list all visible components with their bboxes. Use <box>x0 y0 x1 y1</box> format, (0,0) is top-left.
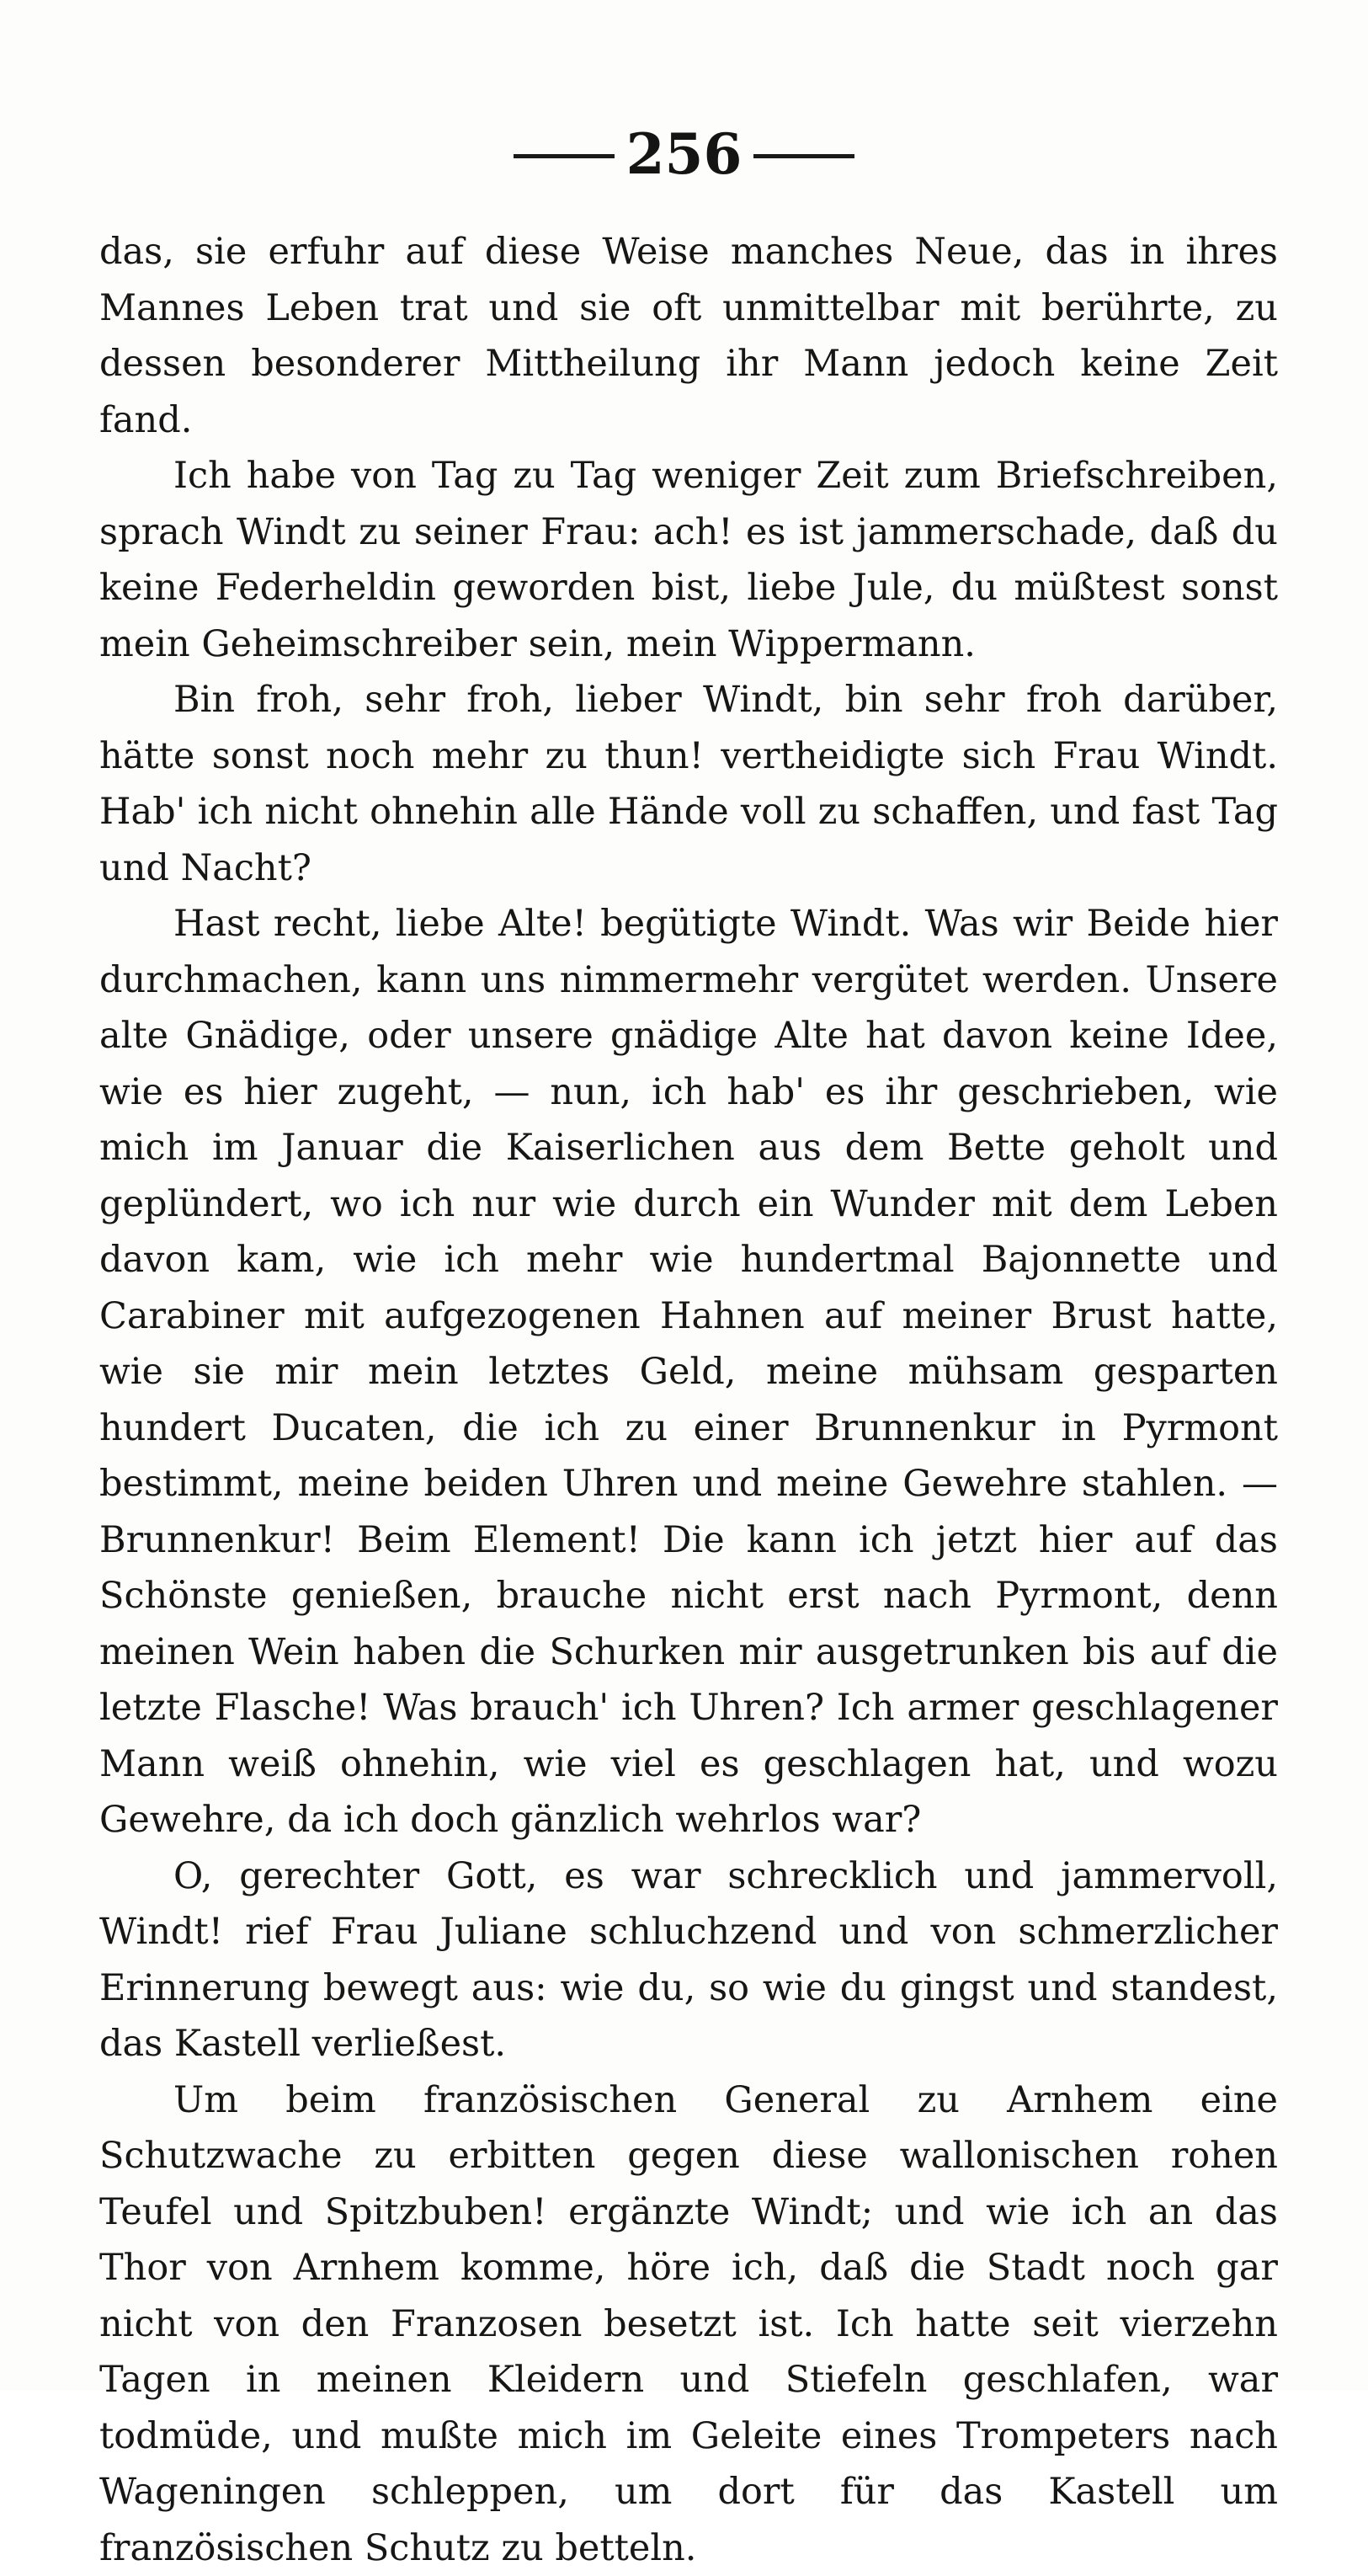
paragraph: Um beim französischen General zu Arnhem eine Schutzwache zu erbitten gegen diese wallonischen rohen Teufel und Spitzbuben! ergänzte Windt; und wie ich an das Thor von Arnhem komme, höre ich, daß die Stadt noch gar nicht von den Franzosen besetzt ist. Ich hatte seit vierzehn Tagen in meinen Kleidern und Stiefeln geschlafen, war todmüde, und mußte mich im Geleite eines Trompeters nach Wageningen schleppen, um dort für das Kastell um französischen Schutz zu betteln. <box>99 2072 1278 2576</box>
paragraph: Bin froh, sehr froh, lieber Windt, bin sehr froh darüber, hätte sonst noch mehr zu thun! vertheidigte sich Frau Windt. Hab' ich nicht ohnehin alle Hände voll zu schaffen, und fast Tag und Nacht? <box>99 672 1278 896</box>
header-rule-left <box>514 154 615 158</box>
body-text <box>99 224 1278 2576</box>
paragraph: Ich habe von Tag zu Tag weniger Zeit zum Briefschreiben, sprach Windt zu seiner Frau: ach! es ist jammerschade, daß du keine Federheldin geworden bist, liebe Jule, du müßtest sonst mein Geheimschreiber sein, mein Wippermann. <box>99 448 1278 672</box>
paragraph: Hast recht, liebe Alte! begütigte Windt. Was wir Beide hier durchmachen, kann uns nimmermehr vergütet werden. Unsere alte Gnädige, oder unsere gnädige Alte hat davon keine Idee, wie es hier zugeht, — nun, ich hab' es ihr geschrieben, wie mich im Januar die Kaiserlichen aus dem Bette geholt und geplündert, wo ich nur wie durch ein Wunder mit dem Leben davon kam, wie ich mehr wie hundertmal Bajonnette und Carabiner mit aufgezogenen Hahnen auf meiner Brust hatte, wie sie mir mein letztes Geld, meine mühsam gesparten hundert Ducaten, die ich zu einer Brunnenkur in Pyrmont bestimmt, meine beiden Uhren und meine Gewehre stahlen. — Brunnenkur! Beim Element! Die kann ich jetzt hier auf das Schönste genießen, brauche nicht erst nach Pyrmont, denn meinen Wein haben die Schurken mir ausgetrunken bis auf die letzte Flasche! Was brauch' ich Uhren? Ich armer geschlagener Mann weiß ohnehin, wie viel es geschlagen hat, und wozu Gewehre, da ich doch gänzlich wehrlos war? <box>99 896 1278 1848</box>
paragraph: O, gerechter Gott, es war schrecklich und jammervoll, Windt! rief Frau Juliane schluchzend und von schmerzlicher Erinnerung bewegt aus: wie du, so wie du gingst und standest, das Kastell verließest. <box>99 1848 1278 2072</box>
page-number: 256 <box>626 121 743 187</box>
header-rule-right <box>753 154 854 158</box>
paragraph-continuation: das, sie erfuhr auf diese Weise manches Neue, das in ihres Mannes Leben trat und sie oft unmittelbar mit berührte, zu dessen besonderer Mittheilung ihr Mann jedoch keine Zeit fand. <box>99 224 1278 448</box>
page-header <box>0 126 1368 182</box>
